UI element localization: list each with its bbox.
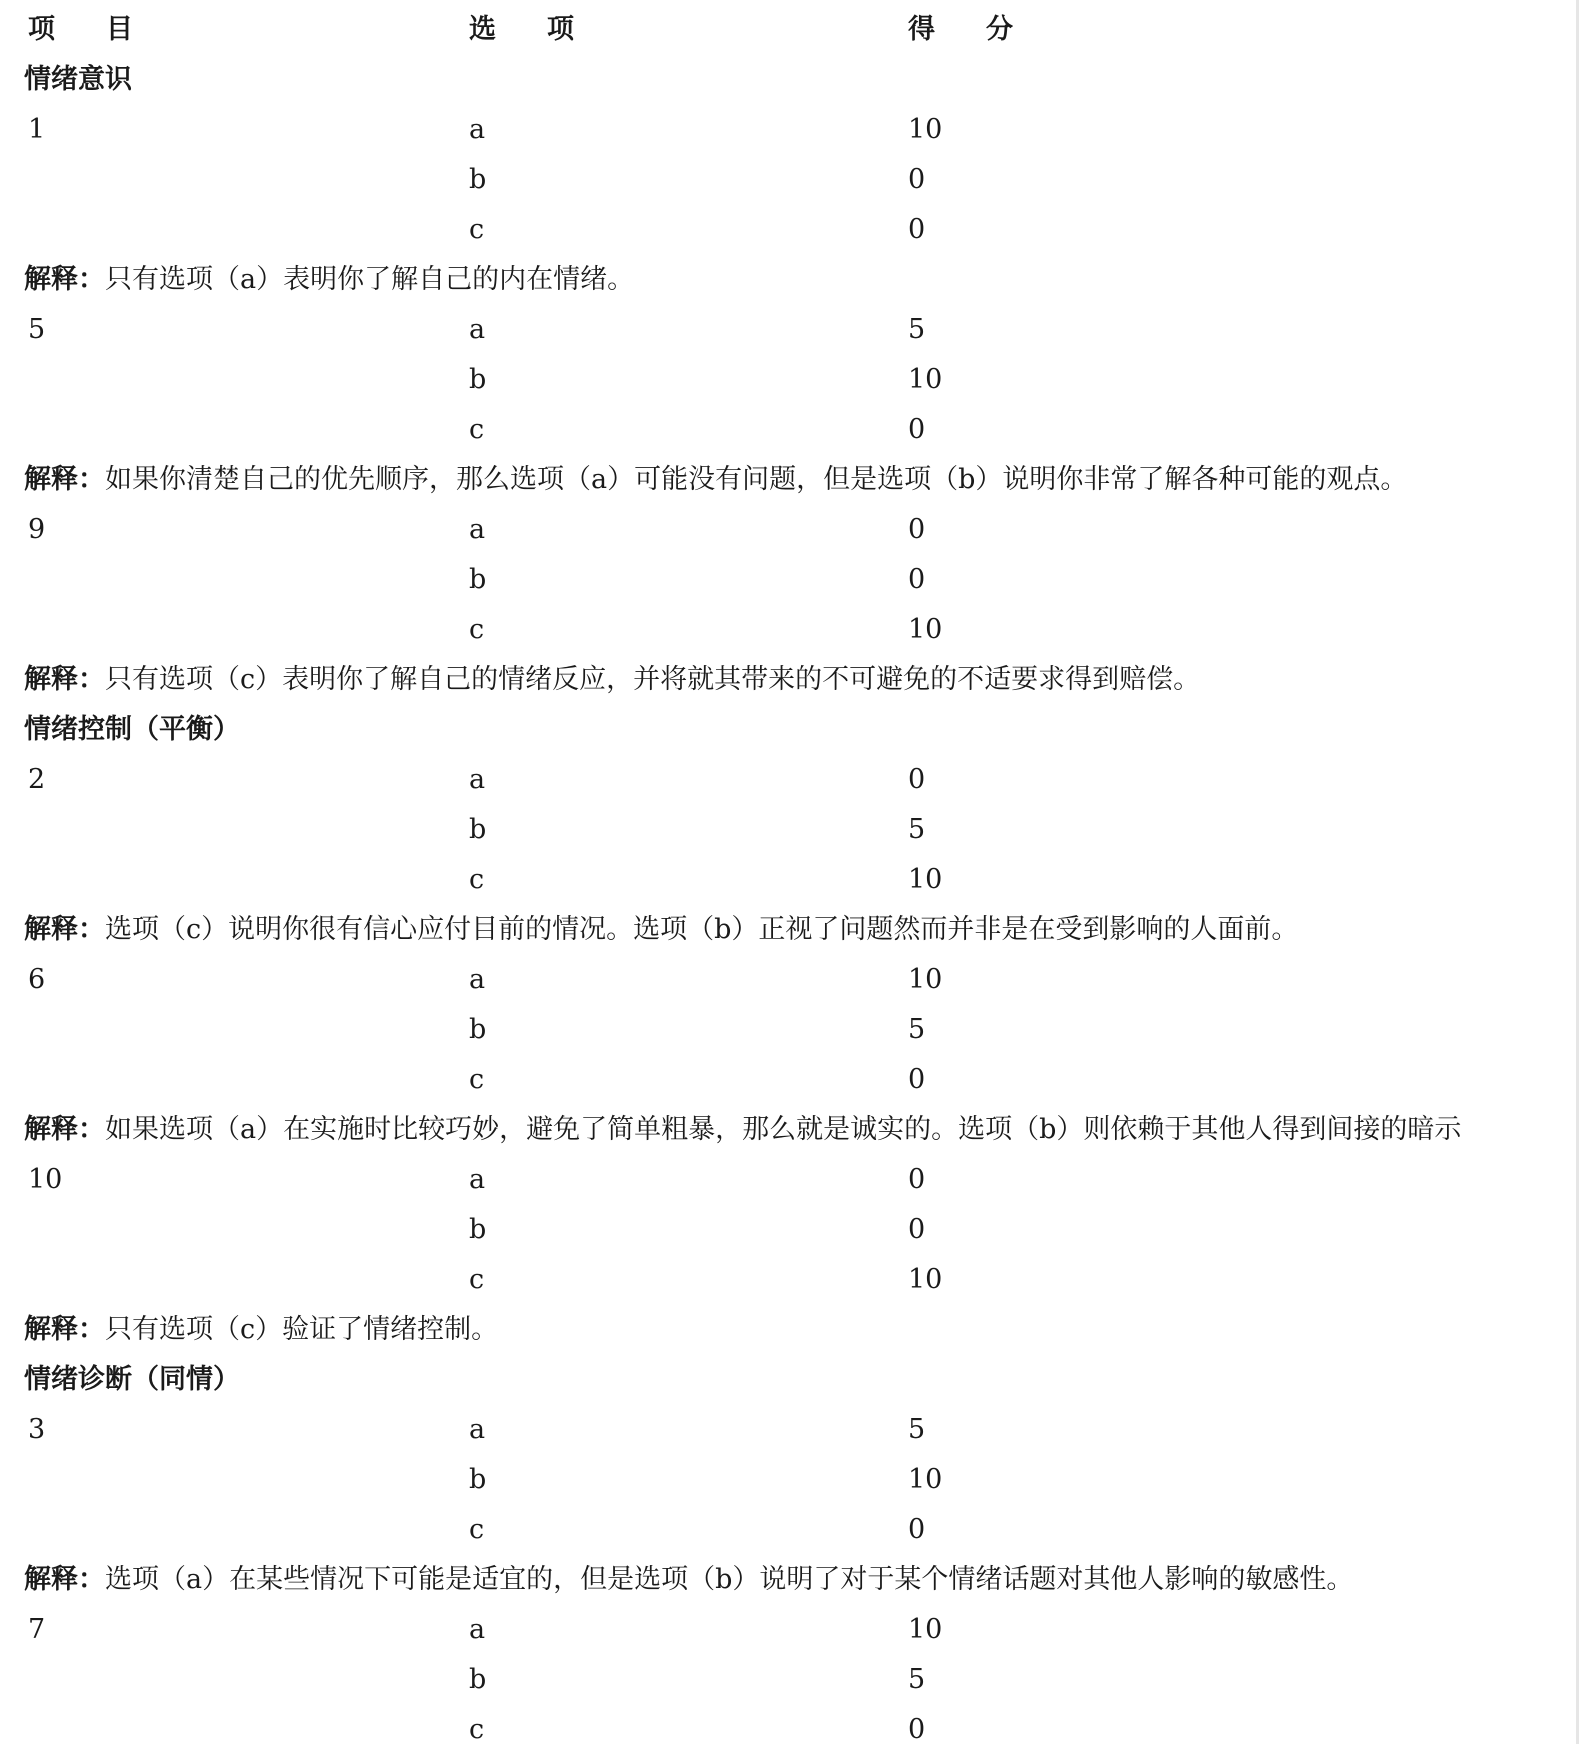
option-letter: c — [469, 1064, 485, 1095]
score-value: 0 — [908, 1064, 926, 1095]
answer-row — [0, 1255, 1579, 1305]
item-number: 3 — [28, 1414, 46, 1445]
explanation-label: 解释： — [24, 464, 105, 495]
option-letter: a — [469, 314, 486, 345]
score-value: 5 — [908, 814, 926, 845]
option-letter: a — [469, 114, 486, 145]
explanation-text — [24, 255, 634, 305]
answer-row — [0, 1455, 1579, 1505]
item-number: 7 — [28, 1614, 46, 1645]
item-number: 1 — [28, 114, 46, 145]
score-value: 0 — [908, 214, 926, 245]
answer-row — [0, 505, 1579, 555]
score-value: 0 — [908, 414, 926, 445]
option-letter: b — [469, 164, 487, 195]
answer-row — [0, 955, 1579, 1005]
option-letter: b — [469, 564, 487, 595]
explanation-label: 解释： — [24, 1314, 105, 1345]
score-value: 10 — [908, 614, 943, 645]
option-letter: b — [469, 1464, 487, 1495]
explanation-text — [24, 1555, 1353, 1605]
item-number: 6 — [28, 964, 46, 995]
option-letter: b — [469, 364, 487, 395]
option-letter: c — [469, 214, 485, 245]
column-header-row — [0, 5, 1579, 55]
section-title-row — [0, 1355, 1579, 1405]
answer-row — [0, 555, 1579, 605]
score-value: 5 — [908, 1414, 926, 1445]
answer-row — [0, 305, 1579, 355]
explanation-row — [0, 1305, 1579, 1355]
score-value: 5 — [908, 314, 926, 345]
score-value: 0 — [908, 564, 926, 595]
explanation-row — [0, 905, 1579, 955]
score-value: 10 — [908, 1614, 943, 1645]
score-value: 5 — [908, 1014, 926, 1045]
option-letter: a — [469, 964, 486, 995]
explanation-row — [0, 1555, 1579, 1605]
score-value: 0 — [908, 1514, 926, 1545]
answer-row — [0, 805, 1579, 855]
answer-row — [0, 1005, 1579, 1055]
section-title: 情绪意识 — [24, 64, 132, 95]
option-letter: a — [469, 514, 486, 545]
item-number: 2 — [28, 764, 46, 795]
section-title-row — [0, 55, 1579, 105]
item-number: 9 — [28, 514, 46, 545]
explanation-text — [24, 1305, 498, 1355]
option-letter: c — [469, 1264, 485, 1295]
answer-row — [0, 205, 1579, 255]
explanation-body: 选项（a）在某些情况下可能是适宜的，但是选项（b）说明了对于某个情绪话题对其他人影响的敏感性。 — [105, 1564, 1354, 1595]
answer-row — [0, 1605, 1579, 1655]
answer-row — [0, 1705, 1579, 1744]
explanation-body: 如果你清楚自己的优先顺序，那么选项（a）可能没有问题，但是选项（b）说明你非常了解各种可能的观点。 — [105, 464, 1408, 495]
score-value: 10 — [908, 114, 943, 145]
option-letter: c — [469, 1714, 485, 1744]
score-value: 0 — [908, 764, 926, 795]
explanation-body: 如果选项（a）在实施时比较巧妙，避免了简单粗暴，那么就是诚实的。选项（b）则依赖于其他人得到间接的暗示 — [105, 1114, 1462, 1145]
section-title-row — [0, 705, 1579, 755]
answer-row — [0, 105, 1579, 155]
explanation-text — [24, 905, 1298, 955]
option-letter: c — [469, 864, 485, 895]
answer-row — [0, 1055, 1579, 1105]
explanation-body: 只有选项（a）表明你了解自己的内在情绪。 — [105, 264, 635, 295]
option-letter: a — [469, 1614, 486, 1645]
answer-row — [0, 1155, 1579, 1205]
explanation-body: 只有选项（c）表明你了解自己的情绪反应，并将就其带来的不可避免的不适要求得到赔偿。 — [105, 664, 1201, 695]
section-title: 情绪诊断（同情） — [24, 1364, 240, 1395]
answer-row — [0, 1505, 1579, 1555]
header-item: 项 目 — [28, 14, 145, 45]
option-letter: c — [469, 614, 485, 645]
explanation-text — [24, 1105, 1461, 1155]
score-value: 10 — [908, 964, 943, 995]
explanation-label: 解释： — [24, 1114, 105, 1145]
answer-row — [0, 755, 1579, 805]
option-letter: a — [469, 1164, 486, 1195]
score-value: 0 — [908, 1164, 926, 1195]
explanation-label: 解释： — [24, 664, 105, 695]
explanation-row — [0, 655, 1579, 705]
answer-row — [0, 605, 1579, 655]
score-value: 0 — [908, 1714, 926, 1744]
option-letter: b — [469, 1014, 487, 1045]
explanation-row — [0, 1105, 1579, 1155]
option-letter: b — [469, 814, 487, 845]
score-value: 10 — [908, 864, 943, 895]
option-letter: b — [469, 1664, 487, 1695]
header-score: 得 分 — [908, 14, 1025, 45]
answer-row — [0, 355, 1579, 405]
explanation-body: 选项（c）说明你很有信心应付目前的情况。选项（b）正视了问题然而并非是在受到影响的人面前。 — [105, 914, 1299, 945]
score-value: 0 — [908, 514, 926, 545]
option-letter: c — [469, 1514, 485, 1545]
option-letter: b — [469, 1214, 487, 1245]
explanation-text — [24, 655, 1200, 705]
answer-row — [0, 1205, 1579, 1255]
item-number: 5 — [28, 314, 46, 345]
score-value: 5 — [908, 1664, 926, 1695]
explanation-row — [0, 255, 1579, 305]
answer-row — [0, 155, 1579, 205]
option-letter: c — [469, 414, 485, 445]
header-option: 选 项 — [469, 14, 586, 45]
score-value: 10 — [908, 1464, 943, 1495]
explanation-label: 解释： — [24, 914, 105, 945]
answer-row — [0, 1655, 1579, 1705]
explanation-label: 解释： — [24, 264, 105, 295]
item-number: 10 — [28, 1164, 63, 1195]
score-value: 10 — [908, 364, 943, 395]
answer-row — [0, 405, 1579, 455]
option-letter: a — [469, 764, 486, 795]
option-letter: a — [469, 1414, 486, 1445]
explanation-label: 解释： — [24, 1564, 105, 1595]
explanation-body: 只有选项（c）验证了情绪控制。 — [105, 1314, 499, 1345]
answer-row — [0, 855, 1579, 905]
explanation-row — [0, 455, 1579, 505]
score-value: 0 — [908, 1214, 926, 1245]
score-value: 10 — [908, 1264, 943, 1295]
explanation-text — [24, 455, 1407, 505]
section-title: 情绪控制（平衡） — [24, 714, 240, 745]
answer-row — [0, 1405, 1579, 1455]
score-value: 0 — [908, 164, 926, 195]
